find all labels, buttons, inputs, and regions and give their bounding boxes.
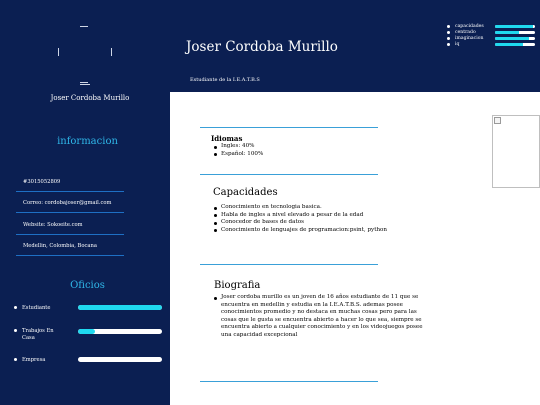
frame-tick <box>80 82 88 83</box>
skill-item <box>447 42 537 48</box>
idiomas-heading: Idiomas <box>211 134 243 143</box>
list-item: Conocimiento en tecnologia basica. <box>214 204 414 212</box>
bullet-dot <box>14 358 17 361</box>
biografia-heading: Biografia <box>214 280 261 291</box>
list-item: Habla de ingles a nivel elevado a pesar de la edad <box>214 212 414 220</box>
skill-progress-fill <box>495 43 523 46</box>
oficio-progress-bar <box>78 305 162 310</box>
section-divider <box>200 127 378 128</box>
page-title: Joser Cordoba Murillo <box>186 39 338 55</box>
list-item: Joser cordoba murillo es un joven de 16 años estudiante de 11 que se encuentra en medellin y estudia en la I.E.A.T.B.S. ademas posee conocimientos promedio y no destaca en muchas cosas pero para las cosas que le gusta se encuentra abierto a hacer lo que sea, siempre se encuentra abierto a cualquier conocimiento y en los videojuegos posee una capacidad excepcional <box>214 294 424 339</box>
skill-progress-bar <box>495 31 535 34</box>
bullet-dot <box>447 25 450 28</box>
list-item: Español: 100% <box>214 151 263 159</box>
bullet-dot <box>447 43 450 46</box>
info-heading: informacion <box>57 136 118 147</box>
biografia-list <box>214 294 424 339</box>
skill-label: capacidades <box>455 24 484 29</box>
broken-image-icon <box>494 117 501 124</box>
skill-progress-bar <box>495 43 535 46</box>
list-item: Conocedor de bases de datos <box>214 219 414 227</box>
oficio-progress-bar <box>78 357 162 362</box>
bullet-dot <box>447 31 450 34</box>
profile-photo-frame <box>58 26 112 84</box>
oficio-label: Estudiante <box>22 305 51 311</box>
skill-progress-bar <box>495 37 535 40</box>
capacidades-list <box>214 204 414 234</box>
skill-label: imaginacion <box>455 36 484 41</box>
section-divider <box>200 264 378 265</box>
bullet-dot <box>447 37 450 40</box>
oficio-label: Empresa <box>22 357 46 363</box>
skill-label: iq <box>455 42 460 47</box>
section-divider <box>200 381 378 382</box>
main-content <box>170 92 540 405</box>
skill-progress-bar <box>495 25 535 28</box>
contact-location: Medellin, Colombia, Bocana <box>16 243 124 249</box>
header <box>170 0 540 92</box>
section-divider <box>200 174 378 175</box>
oficios-heading: Oficios <box>70 280 105 291</box>
frame-tick <box>80 26 88 27</box>
skills-list <box>447 24 537 48</box>
frame-tick <box>111 48 112 56</box>
capacidades-heading: Capacidades <box>213 187 278 198</box>
broken-image <box>492 115 540 188</box>
skill-progress-fill <box>495 31 519 34</box>
skill-label: centrado <box>455 30 476 35</box>
list-item: Ingles: 40% <box>214 143 263 151</box>
frame-tick <box>58 48 59 56</box>
bullet-dot <box>14 306 17 309</box>
side-divider <box>80 84 90 85</box>
list-item: Conocimiento de lenguajes de programacion:psint, python <box>214 227 414 235</box>
bullet-dot <box>14 329 17 332</box>
idiomas-list <box>214 143 263 158</box>
sidebar-name: Joser Cordoba Murillo <box>50 94 130 102</box>
contact-email[interactable]: Correo: cordobajoser@gmail.com <box>16 200 124 206</box>
sidebar <box>0 0 170 405</box>
contact-website[interactable]: Website: Sokoeite.com <box>16 222 124 228</box>
page-subtitle: Estudiante de la I.E.A.T.B.S <box>190 77 260 83</box>
oficio-progress-bar <box>78 329 162 334</box>
oficio-progress-fill <box>78 305 162 310</box>
oficio-label: Trabajos En Casa <box>22 328 54 341</box>
skill-progress-fill <box>495 25 533 28</box>
oficio-progress-fill <box>78 329 95 334</box>
skill-progress-fill <box>495 37 529 40</box>
contact-phone: #3015052809 <box>16 179 124 185</box>
